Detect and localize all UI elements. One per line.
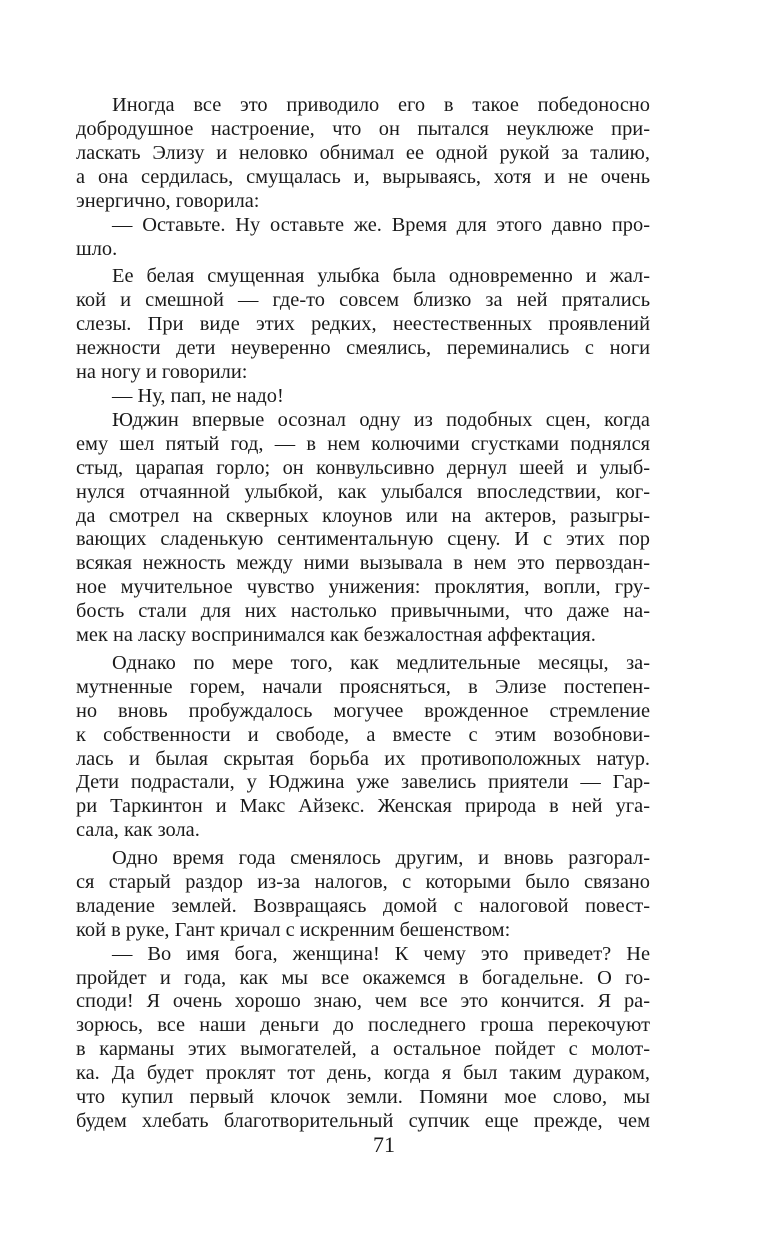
text-line: а она сердилась, смущалась и, вырываясь, хотя и не очень [76,165,650,188]
paragraph [76,385,650,409]
paragraph [76,847,650,943]
text-line: будем хлебать благотворительный супчик еще прежде, чем [76,1110,650,1133]
text-line: Юджин впервые осознал одну из подобных сцен, когда [112,408,650,431]
text-line: Одно время года сменялось другим, и вновь разгорал- [112,846,650,869]
body-text [76,94,650,1134]
text-line: пройдет и года, как мы все окажемся в богадельне. О го- [76,966,650,989]
text-line: мутненные горем, начали проясняться, в Элизе постепен- [76,675,650,698]
text-line: слезы. При виде этих редких, неестественных проявлений [76,313,650,336]
paragraph [76,94,650,214]
text-line: энергично, говорила: [76,189,260,212]
text-line: ное мучительное чувство унижения: проклятия, вопли, гру- [76,576,650,599]
text-line: споди! Я очень хорошо знаю, чем все это кончится. Я ра- [76,990,650,1013]
text-line: — Во имя бога, женщина! К чему это приведет? Не [112,942,650,965]
text-line: стыд, царапая горло; он конвульсивно дернул шеей и улыб- [76,456,650,479]
text-line: Ее белая смущенная улыбка была одновременно и жал- [112,265,650,288]
text-line: лась и былая скрытая борьба их противоположных натур. [76,747,650,770]
text-line: шло. [76,237,118,260]
text-line: к собственности и свободе, а вместе с этим возобнови- [76,723,650,746]
paragraph [76,943,650,1135]
text-line: зорюсь, все наши деньги до последнего гроша перекочуют [76,1014,650,1037]
text-line: нежности дети неуверенно смеялись, переминались с ноги [76,336,650,359]
text-line: ка. Да будет проклят тот день, когда я был таким дураком, [76,1062,650,1085]
text-line: но вновь пробуждалось могучее врожденное стремление [76,699,650,722]
text-line: кой и смешной — где-то совсем близко за ней прятались [76,289,650,312]
text-line: ласкать Элизу и неловко обнимал ее одной рукой за талию, [76,141,650,164]
page-number: 71 [373,1132,395,1157]
text-line: ри Таркинтон и Макс Айзекс. Женская природа в ней уга- [76,795,650,818]
paragraph [76,652,650,844]
text-line: да смотрел на скверных клоунов или на актеров, разыгры- [76,504,650,527]
text-line: Дети подрастали, у Юджина уже завелись приятели — Гар- [76,771,650,794]
text-line: что купил первый клочок земли. Помяни мое слово, мы [76,1086,650,1109]
text-line: всякая нежность между ними вызывала в нем это первоздан- [76,552,650,575]
text-line: бость стали для них настолько привычными, что даже на- [76,600,650,623]
paragraph [76,214,650,262]
text-line: Однако по мере того, как медлительные месяцы, за- [112,651,650,674]
text-line: Иногда все это приводило его в такое победоносно [112,94,650,116]
text-line: владение землей. Возвращаясь домой с налоговой повест- [76,894,650,917]
text-line: нулся отчаянной улыбкой, как улыбался впоследствии, ког- [76,480,650,503]
text-line: сала, как зола. [76,819,200,842]
text-line: мек на ласку воспринимался как безжалостная аффектация. [76,624,596,647]
text-line: добродушное настроение, что он пытался неуклюже при- [76,117,650,140]
text-line: кой в руке, Гант кричал с искренним бешенством: [76,918,511,941]
paragraph [76,265,650,385]
text-line: на ногу и говорили: [76,360,248,383]
text-line: — Оставьте. Ну оставьте же. Время для этого давно про- [112,213,650,236]
text-line: — Ну, пап, не надо! [112,384,284,407]
paragraph [76,409,650,648]
text-line: вающих сладенькую сентиментальную сцену. И с этих пор [76,528,650,551]
text-line: ся старый раздор из-за налогов, с которыми было связано [76,870,650,893]
text-line: ему шел пятый год, — в нем колючими сгустками поднялся [76,432,650,455]
text-line: в карманы этих вымогателей, а остальное пойдет с молот- [76,1038,650,1061]
